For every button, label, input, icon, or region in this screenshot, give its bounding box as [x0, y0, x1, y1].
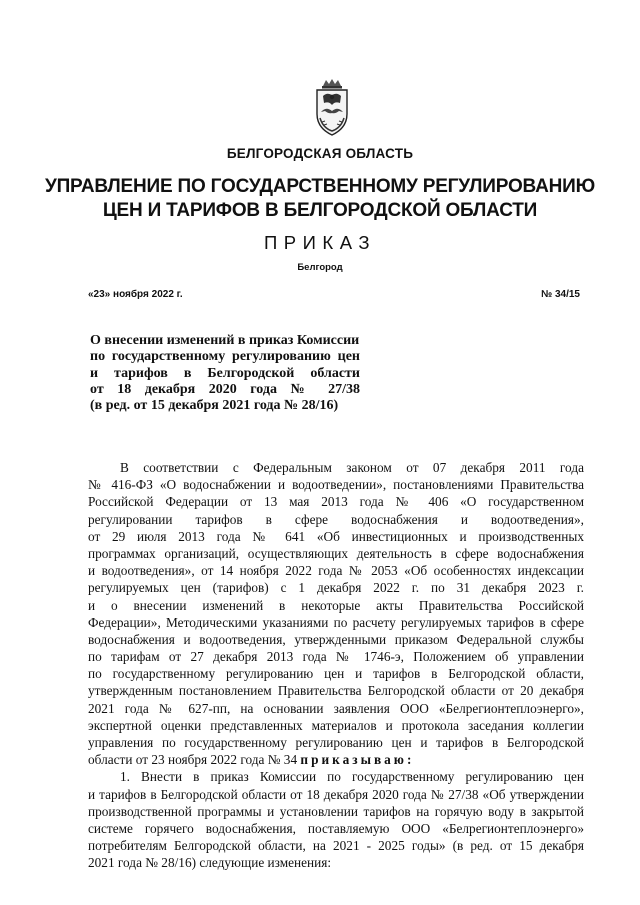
body-line: водоснабжения и водоотведения, утвержденными приказом Федеральной службы: [88, 631, 584, 647]
subject-line: по государственному регулированию цен: [90, 349, 360, 365]
order-number: № 34/15: [541, 289, 580, 300]
body-line: регулируемых цен (тарифов) с 1 декабря 2022 г. по 31 декабря 2023 г.: [88, 580, 584, 596]
body-line: управления по государственному регулированию цен и тарифов в Белгородской: [88, 735, 584, 750]
resolution-keyword: приказываю:: [300, 752, 415, 768]
body-line: регулировании тарифов в сфере водоснабжения и водоотведения»,: [88, 511, 584, 527]
item-line: системе горячего водоснабжения, поставляемую ООО «Белрегионтеплоэнерго»: [88, 820, 584, 836]
resolution-text: области от 23 ноября 2022 года № 34: [88, 752, 301, 768]
body-line: Российской Федерации от 13 мая 2013 года № 406 «О государственном: [88, 494, 584, 510]
body-line: по тарифам от 27 декабря 2013 года № 1746-э, Положением об управлении: [88, 649, 584, 665]
item-line: 2021 года № 28/16) следующие изменения:: [88, 855, 332, 871]
item-line: потребителям Белгородской области, на 2021 - 2025 годы» (в ред. от 15 декабря: [88, 838, 584, 854]
subject-line: (в ред. от 15 декабря 2021 года № 28/16): [90, 398, 339, 414]
item-line: и тарифов в Белгородской области от 18 декабря 2020 года № 27/38 «Об утверждении: [88, 786, 584, 802]
body-line: и водоотведения», от 14 ноября 2022 года № 2053 «Об особенностях индексации: [88, 563, 584, 579]
body-line: утвержденным постановлением Правительства Белгородской области от 20 декабря: [88, 683, 584, 699]
subject-line: от 18 декабря 2020 года № 27/38: [90, 381, 360, 397]
body-line: 2021 года № 627-пп, на основании заявления ООО «Белрегионтеплоэнерго»,: [88, 700, 584, 716]
subject-line: О внесении изменений в приказ Комиссии: [90, 333, 360, 348]
body-line: № 416-ФЗ «О водоснабжении и водоотведении», постановлениями Правительства: [88, 477, 584, 493]
item-line: производственной программы и установлении тарифов на горячую воду в закрытой: [88, 803, 584, 819]
body-line: Федерации», Методическими указаниями по расчету регулируемых тарифов в сфере: [88, 614, 584, 630]
agency-name-line-1: УПРАВЛЕНИЕ ПО ГОСУДАРСТВЕННОМУ РЕГУЛИРОВАНИЮ: [44, 176, 596, 197]
order-date: «23» ноября 2022 г.: [88, 289, 183, 300]
document-type-title: ПРИКАЗ: [263, 232, 376, 253]
city-name: Белгород: [297, 262, 343, 273]
order-body: [88, 459, 584, 872]
body-line: по государственному регулированию цен и тарифов в Белгородской области,: [88, 666, 584, 682]
coat-of-arms-emblem: [313, 78, 351, 138]
body-line: и о внесении изменений в некоторые акты Правительства Российской: [88, 597, 584, 613]
body-line: программах организаций, осуществляющих деятельность в сфере водоснабжения: [88, 545, 584, 561]
item-line: 1. Внести в приказ Комиссии по государственному регулированию цен: [120, 769, 584, 785]
subject-line: и тарифов в Белгородской области: [90, 365, 360, 381]
agency-name-line-2: ЦЕН И ТАРИФОВ В БЕЛГОРОДСКОЙ ОБЛАСТИ: [102, 200, 538, 221]
order-subject: [90, 333, 360, 414]
body-line-resolution: [88, 751, 584, 768]
agency-name: [0, 175, 640, 223]
body-line: от 29 июля 2013 года № 641 «Об инвестиционных и производственных: [88, 528, 584, 544]
region-name: БЕЛГОРОДСКАЯ ОБЛАСТЬ: [226, 146, 414, 161]
body-line: В соответствии с Федеральным законом от 07 декабря 2011 года: [120, 460, 584, 475]
body-line: экспертной оценки представленных материалов и протокола заседания коллегии: [88, 717, 584, 733]
